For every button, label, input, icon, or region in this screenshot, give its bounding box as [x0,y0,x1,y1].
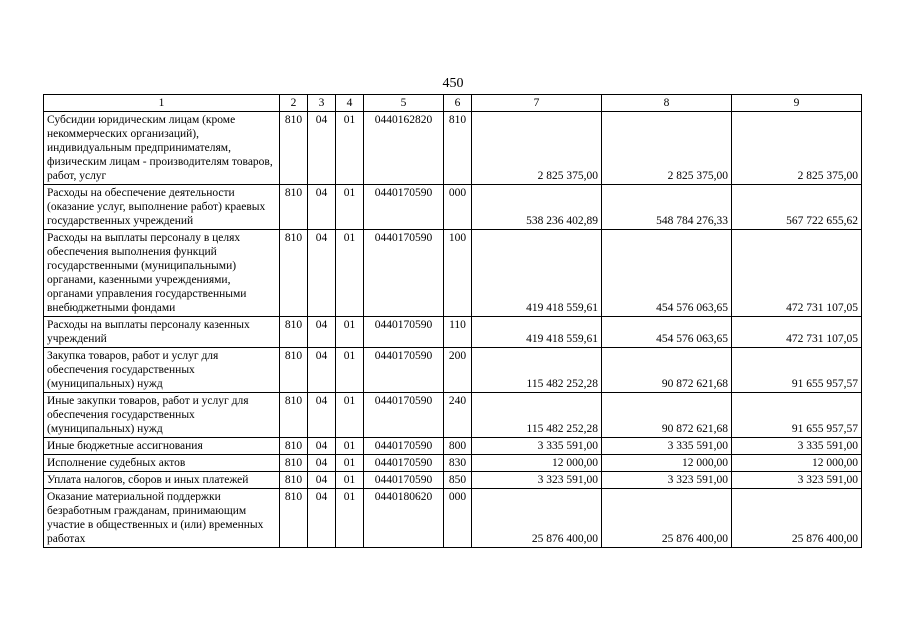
target-article-code: 0440170590 [364,348,444,393]
subsection-code: 01 [336,317,364,348]
table-row [44,112,862,185]
amount-col7: 419 418 559,61 [472,317,602,348]
amount-col9: 472 731 107,05 [732,317,862,348]
subsection-code: 01 [336,455,364,472]
table-row [44,185,862,230]
amount-col7: 25 876 400,00 [472,489,602,548]
expense-name: Расходы на обеспечение деятельности (оказание услуг, выполнение работ) краевых государственных учреждений [44,185,280,230]
subsection-code: 01 [336,348,364,393]
expense-type-code: 240 [444,393,472,438]
column-header: 8 [602,95,732,112]
table-header [44,95,862,112]
amount-col9: 2 825 375,00 [732,112,862,185]
amount-col8: 2 825 375,00 [602,112,732,185]
ministry-code: 810 [280,472,308,489]
amount-col7: 538 236 402,89 [472,185,602,230]
amount-col9: 91 655 957,57 [732,348,862,393]
amount-col8: 548 784 276,33 [602,185,732,230]
amount-col7: 3 335 591,00 [472,438,602,455]
table-body [44,112,862,548]
table-row [44,438,862,455]
table-row [44,230,862,317]
section-code: 04 [308,489,336,548]
expense-type-code: 100 [444,230,472,317]
column-header: 3 [308,95,336,112]
expense-type-code: 200 [444,348,472,393]
target-article-code: 0440170590 [364,230,444,317]
section-code: 04 [308,455,336,472]
target-article-code: 0440170590 [364,455,444,472]
amount-col9: 3 335 591,00 [732,438,862,455]
amount-col8: 90 872 621,68 [602,348,732,393]
ministry-code: 810 [280,455,308,472]
amount-col7: 419 418 559,61 [472,230,602,317]
expense-name: Расходы на выплаты персоналу в целях обеспечения выполнения функций государственными (муниципальными) органами, казенными учреждениями, органами управления государственными внебюджетными фондами [44,230,280,317]
ministry-code: 810 [280,393,308,438]
target-article-code: 0440170590 [364,393,444,438]
expense-type-code: 800 [444,438,472,455]
expense-type-code: 110 [444,317,472,348]
amount-col9: 12 000,00 [732,455,862,472]
target-article-code: 0440170590 [364,472,444,489]
ministry-code: 810 [280,489,308,548]
expense-name: Расходы на выплаты персоналу казенных учреждений [44,317,280,348]
amount-col7: 115 482 252,28 [472,393,602,438]
amount-col9: 567 722 655,62 [732,185,862,230]
amount-col7: 115 482 252,28 [472,348,602,393]
expense-name: Уплата налогов, сборов и иных платежей [44,472,280,489]
table-row [44,317,862,348]
table-row [44,348,862,393]
expense-name: Закупка товаров, работ и услуг для обеспечения государственных (муниципальных) нужд [44,348,280,393]
column-header: 6 [444,95,472,112]
amount-col7: 3 323 591,00 [472,472,602,489]
table-row [44,455,862,472]
subsection-code: 01 [336,185,364,230]
expense-name: Иные закупки товаров, работ и услуг для обеспечения государственных (муниципальных) нужд [44,393,280,438]
amount-col8: 454 576 063,65 [602,230,732,317]
expense-type-code: 000 [444,185,472,230]
amount-col8: 454 576 063,65 [602,317,732,348]
ministry-code: 810 [280,438,308,455]
subsection-code: 01 [336,393,364,438]
amount-col8: 25 876 400,00 [602,489,732,548]
ministry-code: 810 [280,317,308,348]
expense-name: Оказание материальной поддержки безработным гражданам, принимающим участие в общественных и (или) временных работах [44,489,280,548]
column-header: 2 [280,95,308,112]
column-header: 4 [336,95,364,112]
expense-type-code: 850 [444,472,472,489]
amount-col8: 3 323 591,00 [602,472,732,489]
table-row [44,472,862,489]
target-article-code: 0440162820 [364,112,444,185]
section-code: 04 [308,348,336,393]
column-header: 7 [472,95,602,112]
amount-col9: 472 731 107,05 [732,230,862,317]
page-number: 450 [442,76,464,91]
section-code: 04 [308,438,336,455]
subsection-code: 01 [336,230,364,317]
ministry-code: 810 [280,230,308,317]
target-article-code: 0440180620 [364,489,444,548]
column-header: 5 [364,95,444,112]
section-code: 04 [308,472,336,489]
target-article-code: 0440170590 [364,317,444,348]
expense-type-code: 830 [444,455,472,472]
ministry-code: 810 [280,112,308,185]
subsection-code: 01 [336,112,364,185]
expense-type-code: 000 [444,489,472,548]
amount-col9: 3 323 591,00 [732,472,862,489]
expense-name: Исполнение судебных актов [44,455,280,472]
ministry-code: 810 [280,348,308,393]
budget-table [43,94,862,548]
table-row [44,489,862,548]
amount-col7: 12 000,00 [472,455,602,472]
section-code: 04 [308,185,336,230]
expense-name: Субсидии юридическим лицам (кроме некоммерческих организаций), индивидуальным предпринимателям, физическим лицам - производителям товаров, работ, услуг [44,112,280,185]
header-row [44,95,862,112]
subsection-code: 01 [336,438,364,455]
amount-col9: 25 876 400,00 [732,489,862,548]
amount-col8: 90 872 621,68 [602,393,732,438]
section-code: 04 [308,230,336,317]
amount-col8: 3 335 591,00 [602,438,732,455]
target-article-code: 0440170590 [364,185,444,230]
table-row [44,393,862,438]
subsection-code: 01 [336,489,364,548]
target-article-code: 0440170590 [364,438,444,455]
expense-name: Иные бюджетные ассигнования [44,438,280,455]
ministry-code: 810 [280,185,308,230]
column-header: 1 [44,95,280,112]
amount-col7: 2 825 375,00 [472,112,602,185]
subsection-code: 01 [336,472,364,489]
section-code: 04 [308,393,336,438]
section-code: 04 [308,112,336,185]
amount-col9: 91 655 957,57 [732,393,862,438]
expense-type-code: 810 [444,112,472,185]
amount-col8: 12 000,00 [602,455,732,472]
column-header: 9 [732,95,862,112]
section-code: 04 [308,317,336,348]
